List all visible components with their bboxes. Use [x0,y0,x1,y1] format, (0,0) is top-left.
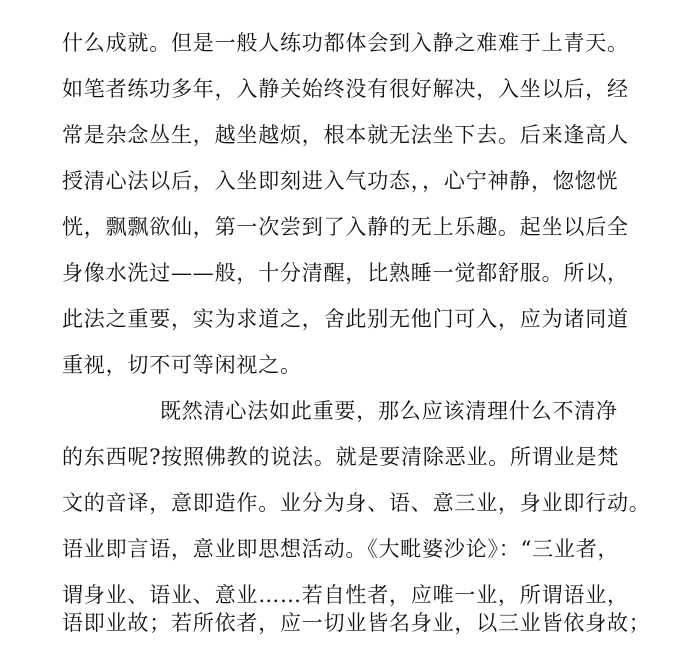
text-line-6: 身像水洗过——般，十分清醒，比熟睡一觉都舒服。所以， [62,261,629,285]
text-line-8: 重视，切不可等闲视之。 [62,353,302,377]
text-line-1: 什么成就。但是一般人练功都体会到入静之难难于上青天。 [62,31,629,55]
text-line-3: 常是杂念丛生，越坐越烦，根本就无法坐下去。后来逢高人 [62,123,629,147]
text-line-7: 此法之重要，实为求道之，舍此别无他门可入，应为诸同道 [62,307,629,331]
text-line-11: 文的音译，意即造作。业分为身、语、意三业，身业即行动。 [62,491,651,515]
text-line-12: 语业即言语，意业即思想活动。《大毗婆沙论》：“三业者， [62,537,620,561]
text-line-10: 的东西呢?按照佛教的说法。就是要清除恶业。所谓业是梵 [62,445,620,469]
text-line-13: 谓身业、语业、意业……若自性者，应唯一业，所谓语业， [62,583,629,607]
text-line-2: 如笔者练功多年，入静关始终没有很好解决，入坐以后，经 [62,77,629,101]
text-line-4: 授清心法以后，入坐即刻进入气功态，，心宁神静，惚惚恍 [62,169,619,193]
text-line-14-partial: 语即业故；若所依者，应一切业皆名身业，以三业皆依身故； [62,611,651,635]
paragraph-start-line: 既然清心法如此重要，那么应该清理什么不清净 [160,399,618,423]
text-line-5: 恍，飘飘欲仙，第一次尝到了入静的无上乐趣。起坐以后全 [62,215,629,239]
